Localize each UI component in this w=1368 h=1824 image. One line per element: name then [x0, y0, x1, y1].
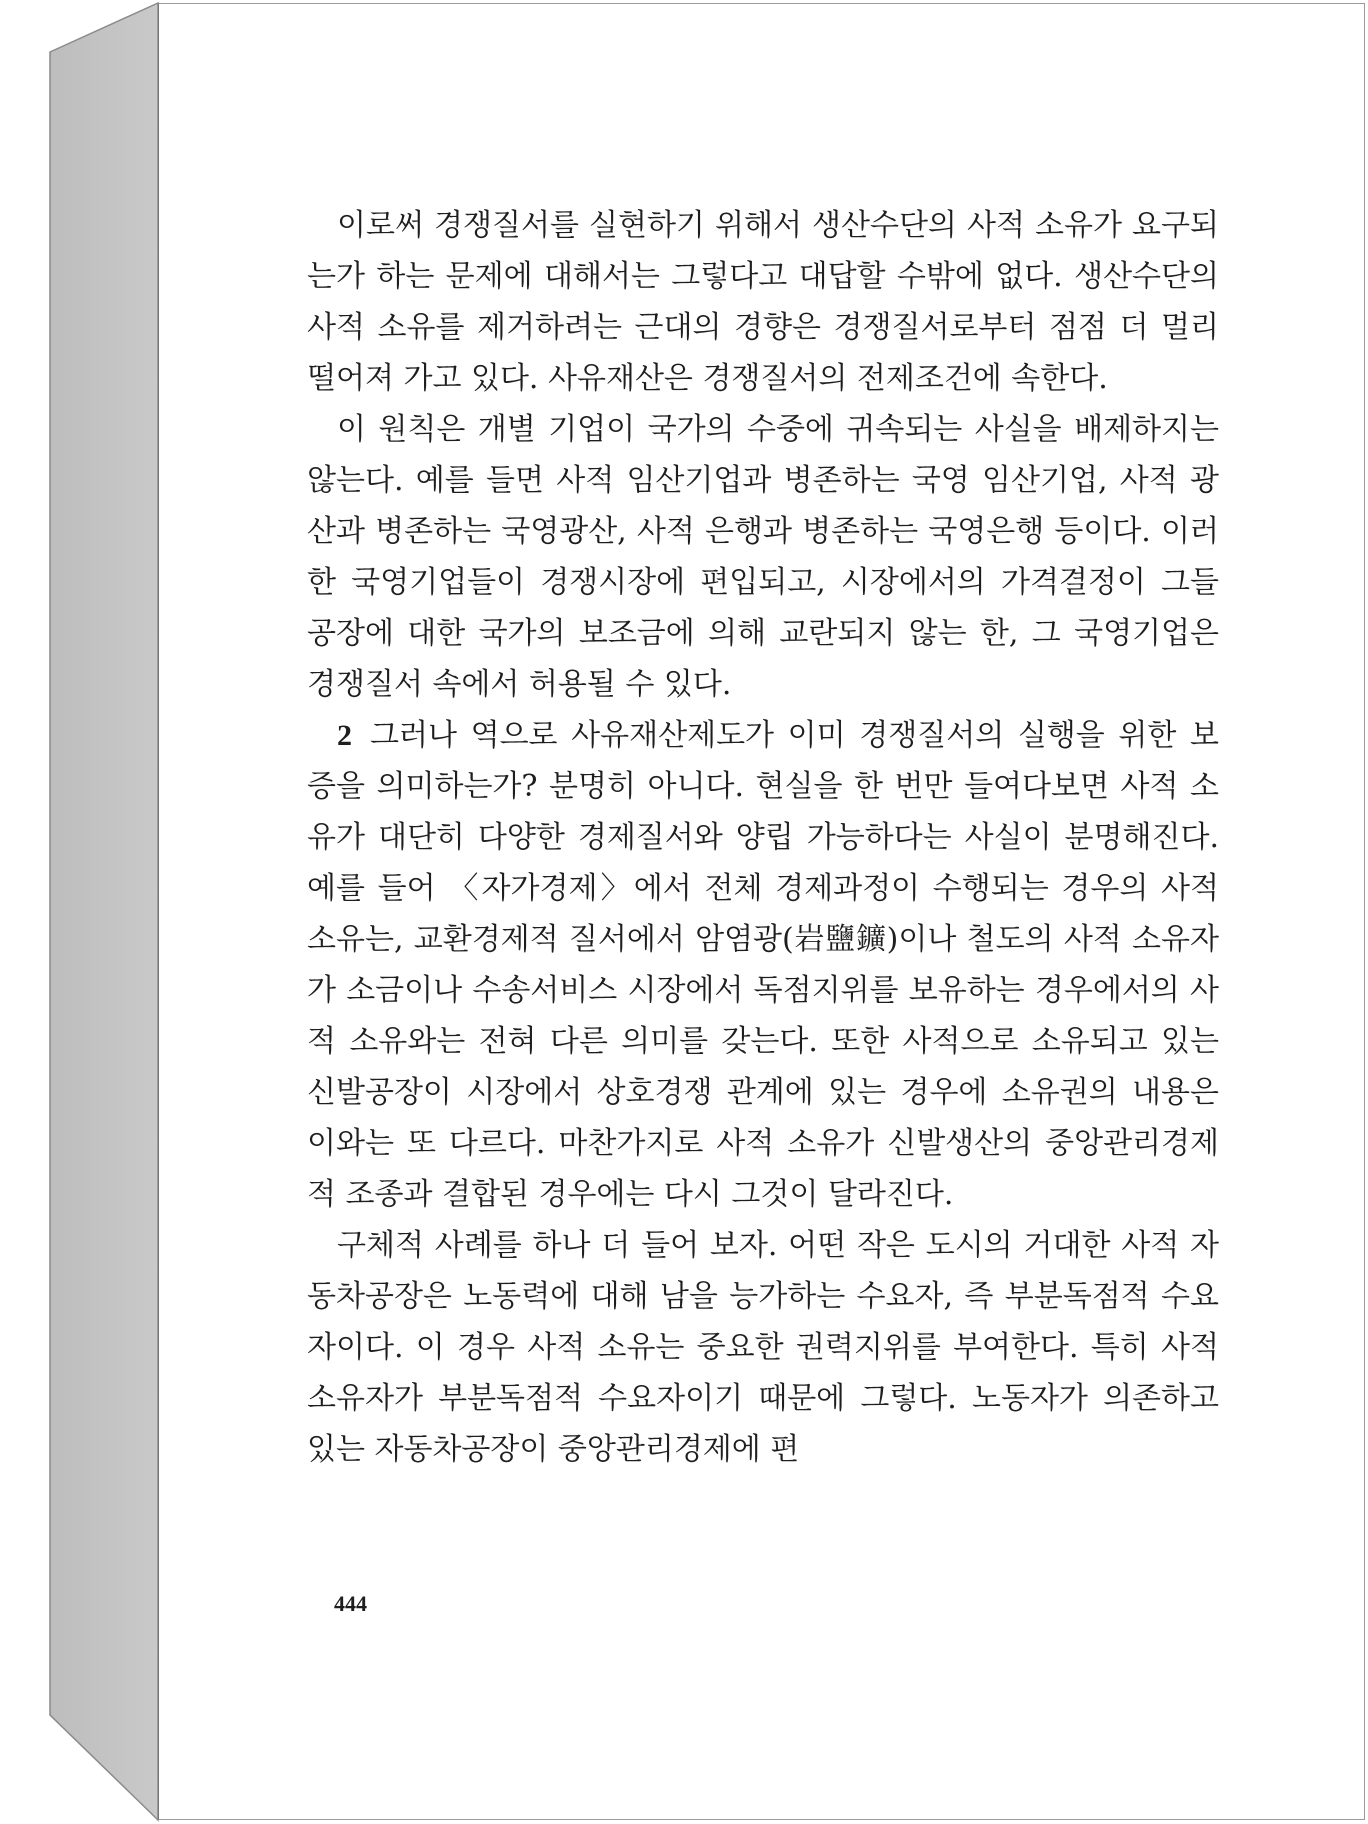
- paragraph-2-text: 이 원칙은 개별 기업이 국가의 수중에 귀속되는 사실을 배제하지는 않는다. 예를 들면 사적 임산기업과 병존하는 국영 임산기업, 사적 광산과 병존하는 국영광산, 사적 은행과 병존하는 국영은행 등이다. 이러한 국영기업들이 경쟁시장에 편입되고, 시장에서의 가격결정이 그들 공장에 대한 국가의 보조금에 의해 교란되지 않는 한, 그 국영기업은 경쟁질서 속에서 허용될 수 있다.: [307, 412, 1219, 702]
- page-number: 444: [334, 1591, 367, 1616]
- paragraph-3-text: 그러나 역으로 사유재산제도가 이미 경쟁질서의 실행을 위한 보증을 의미하는가? 분명히 아니다. 현실을 한 번만 들여다보면 사적 소유가 대단히 다양한 경제질서와 양립 가능하다는 사실이 분명해진다. 예를 들어 〈자가경제〉에서 전체 경제과정이 수행되는 경우의 사적 소유는, 교환경제적 질서에서 암염광(岩鹽鑛)이나 철도의 사적 소유자가 소금이나 수송서비스 시장에서 독점지위를 보유하는 경우에서의 사적 소유와는 전혀 다른 의미를 갖는다. 또한 사적으로 소유되고 있는 신발공장이 시장에서 상호경쟁 관계에 있는 경우에 소유권의 내용은 이와는 또 다르다. 마찬가지로 사적 소유가 신발생산의 중앙관리경제적 조종과 결합된 경우에는 다시 그것이 달라진다.: [307, 718, 1219, 1212]
- paragraph-4-text: 구체적 사례를 하나 더 들어 보자. 어떤 작은 도시의 거대한 사적 자동차공장은 노동력에 대해 남을 능가하는 수요자, 즉 부분독점적 수요자이다. 이 경우 사적 소유는 중요한 권력지위를 부여한다. 특히 사적 소유자가 부분독점적 수요자이기 때문에 그렇다. 노동자가 의존하고 있는 자동차공장이 중앙관리경제에 편: [307, 1228, 1219, 1467]
- paragraph-1: [307, 200, 1219, 404]
- paragraph-3: [307, 710, 1219, 1220]
- section-number: 2: [337, 719, 352, 752]
- paragraph-1-text: 이로써 경쟁질서를 실현하기 위해서 생산수단의 사적 소유가 요구되는가 하는 문제에 대해서는 그렇다고 대답할 수밖에 없다. 생산수단의 사적 소유를 제거하려는 근대의 경향은 경쟁질서로부터 점점 더 멀리 떨어져 가고 있다. 사유재산은 경쟁질서의 전제조건에 속한다.: [307, 208, 1219, 396]
- page-body-text: [307, 200, 1219, 1475]
- paragraph-2: [307, 404, 1219, 710]
- paragraph-4: [307, 1220, 1219, 1475]
